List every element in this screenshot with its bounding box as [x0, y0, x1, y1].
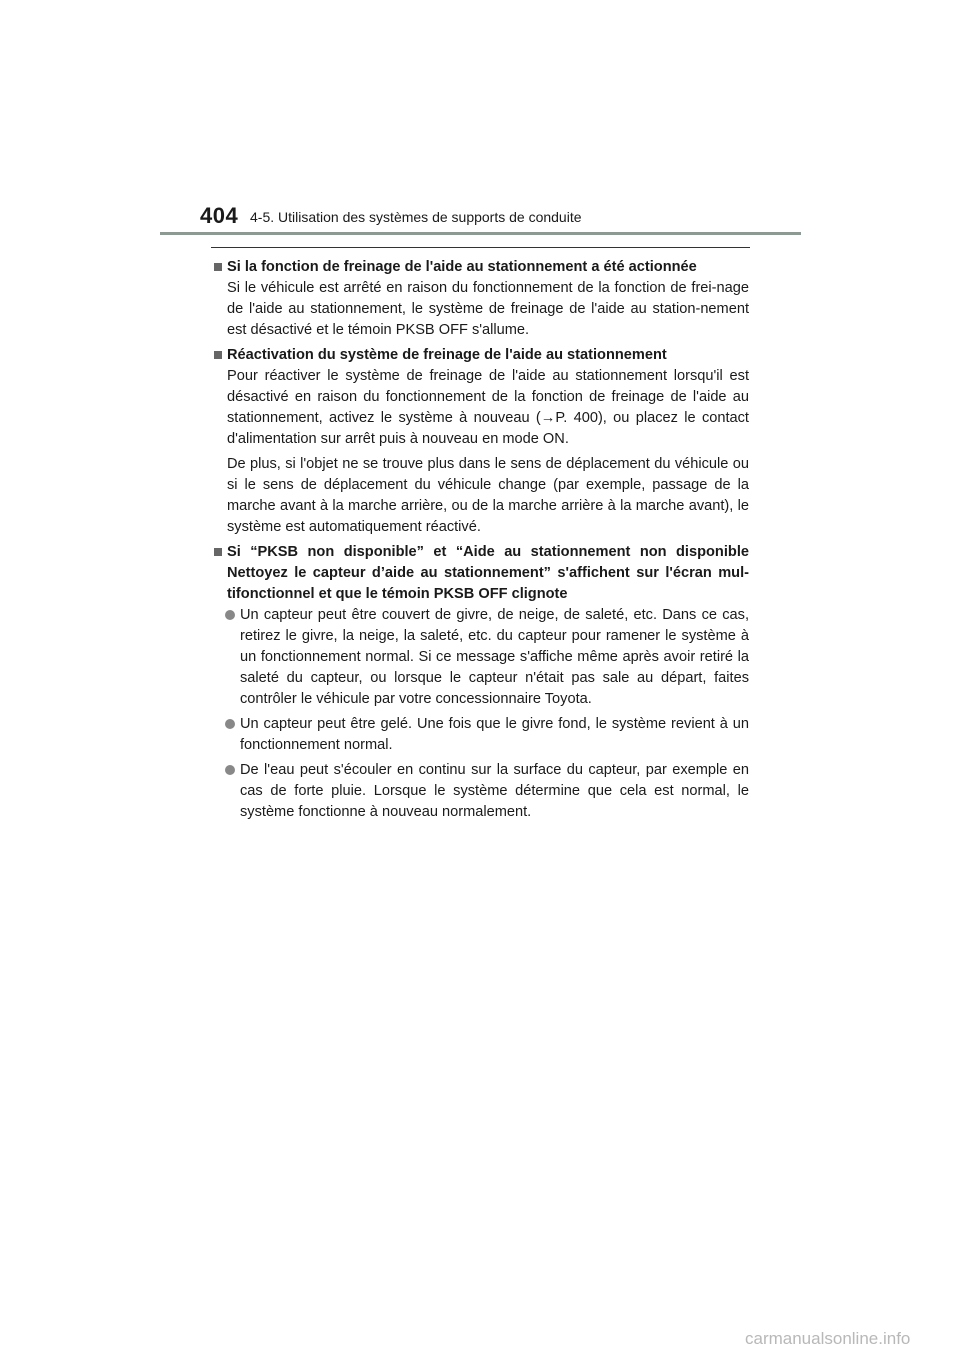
circle-bullet-icon [225, 610, 235, 620]
section-heading-text: Si la fonction de freinage de l'aide au stationnement a été actionnée [227, 259, 697, 275]
watermark: carmanualsonline.info [745, 1329, 911, 1348]
chapter-title: 4-5. Utilisation des systèmes de supports de conduite [250, 209, 582, 225]
paragraph: Si le véhicule est arrêté en raison du fonctionnement de la fonction de frei-nage de l'aide au stationnement, le système de freinage de l'aide au station-nement est désactivé et le témoin PKSB OFF s'allume. [227, 280, 749, 338]
page-content [211, 257, 749, 827]
square-bullet-icon [214, 548, 222, 556]
section-heading-text: Réactivation du système de freinage de l'aide au stationnement [227, 347, 667, 363]
circle-bullet-icon [225, 719, 235, 729]
square-bullet-icon [214, 351, 222, 359]
paragraph: Pour réactiver le système de freinage de l'aide au stationnement lorsqu'il est désactivé en raison du fonctionnement de la fonction de freinage de l'aide au stationnement, activez le système à nouveau (→P. 400), ou placez le contact d'alimentation sur arrêt puis à nouveau en mode ON. [227, 368, 749, 447]
section-sensor-unavailable [211, 542, 749, 823]
list-item-text: De l'eau peut s'écouler en continu sur la surface du capteur, par exemple en cas de forte pluie. Lorsque le système détermine que cela est normal, le système fonctionne à nouveau normalement. [240, 762, 749, 820]
list-item [211, 605, 749, 710]
section-divider [211, 247, 750, 248]
page-number: 404 [200, 203, 239, 228]
section-heading [211, 345, 749, 366]
section-braking-activated [211, 257, 749, 341]
list-item-text: Un capteur peut être gelé. Une fois que le givre fond, le système revient à un fonctionnement normal. [240, 716, 749, 753]
paragraph: De plus, si l'objet ne se trouve plus dans le sens de déplacement du véhicule ou si le sens de déplacement du véhicule change (par exemple, passage de la marche avant à la marche arrière, ou de la marche arrière à la marche avant), le système est automatiquement réactivé. [227, 456, 749, 535]
header-rule [160, 232, 801, 235]
square-bullet-icon [214, 263, 222, 271]
circle-bullet-icon [225, 765, 235, 775]
section-heading [211, 257, 749, 278]
list-item [211, 760, 749, 823]
list-item-text: Un capteur peut être couvert de givre, de neige, de saleté, etc. Dans ce cas, retirez le givre, la neige, la saleté, etc. du capteur pour ramener le système à un fonctionnement normal. Si ce message s'affiche même après avoir retiré la saleté du capteur, ou lorsque le capteur n'était pas sale au départ, faites contrôler le véhicule par votre concessionnaire Toyota. [240, 607, 749, 707]
section-heading [211, 542, 749, 605]
section-heading-text: Si “PKSB non disponible” et “Aide au stationnement non disponible Nettoyez le capteur d’aide au stationnement” s'affichent sur l'écran mul-tifonctionnel et que le témoin PKSB OFF clignote [227, 544, 749, 602]
list-item [211, 714, 749, 756]
section-reactivation [211, 345, 749, 538]
